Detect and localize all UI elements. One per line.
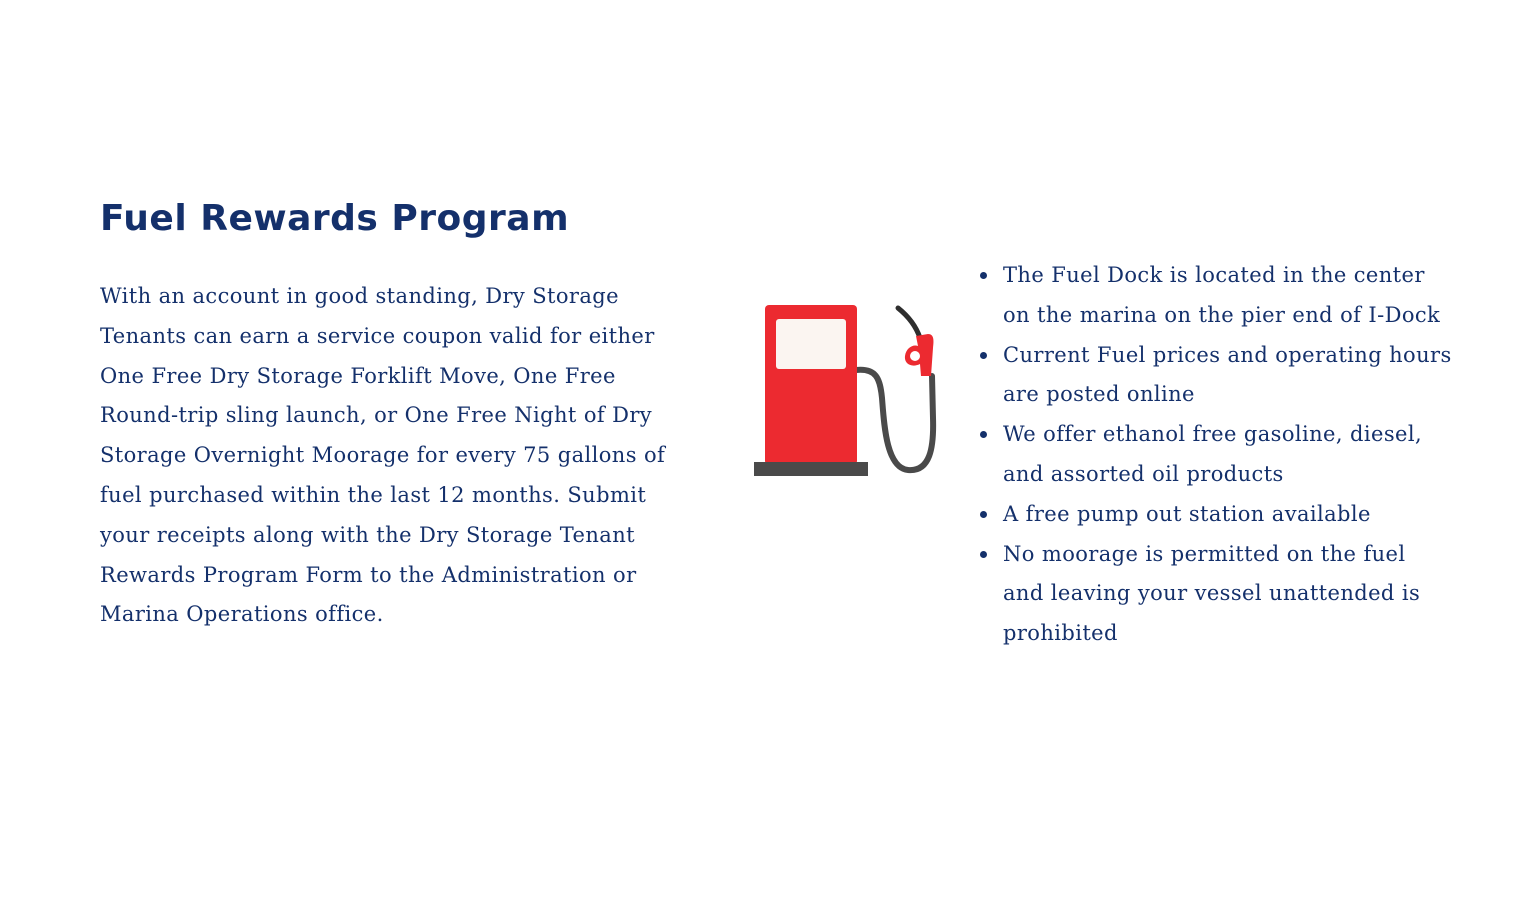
fuel-pump-icon [748,298,938,483]
list-item: We offer ethanol free gasoline, diesel, and assorted oil products [1003,415,1453,495]
list-item: A free pump out station available [1003,495,1453,535]
list-item: The Fuel Dock is located in the center on the marina on the pier end of I-Dock [1003,256,1453,336]
rewards-description: With an account in good standing, Dry Storage Tenants can earn a service coupon valid for either One Free Dry Storage Forklift Move, One Free Round-trip sling launch, or One Free Night of Dry Storage Overnight Moorage for every 75 gallons of fuel purchased within the last 12 months. Submit your receipts along with the Dry Storage Tenant Rewards Program Form to the Administration or Marina Operations office. [100,284,666,627]
fuel-dock-facts [1003,256,1453,654]
list-item: Current Fuel prices and operating hours are posted online [1003,336,1453,416]
list-item: No moorage is permitted on the fuel and leaving your vessel unattended is prohibited [1003,535,1453,654]
section-title: Fuel Rewards Program [100,198,570,239]
